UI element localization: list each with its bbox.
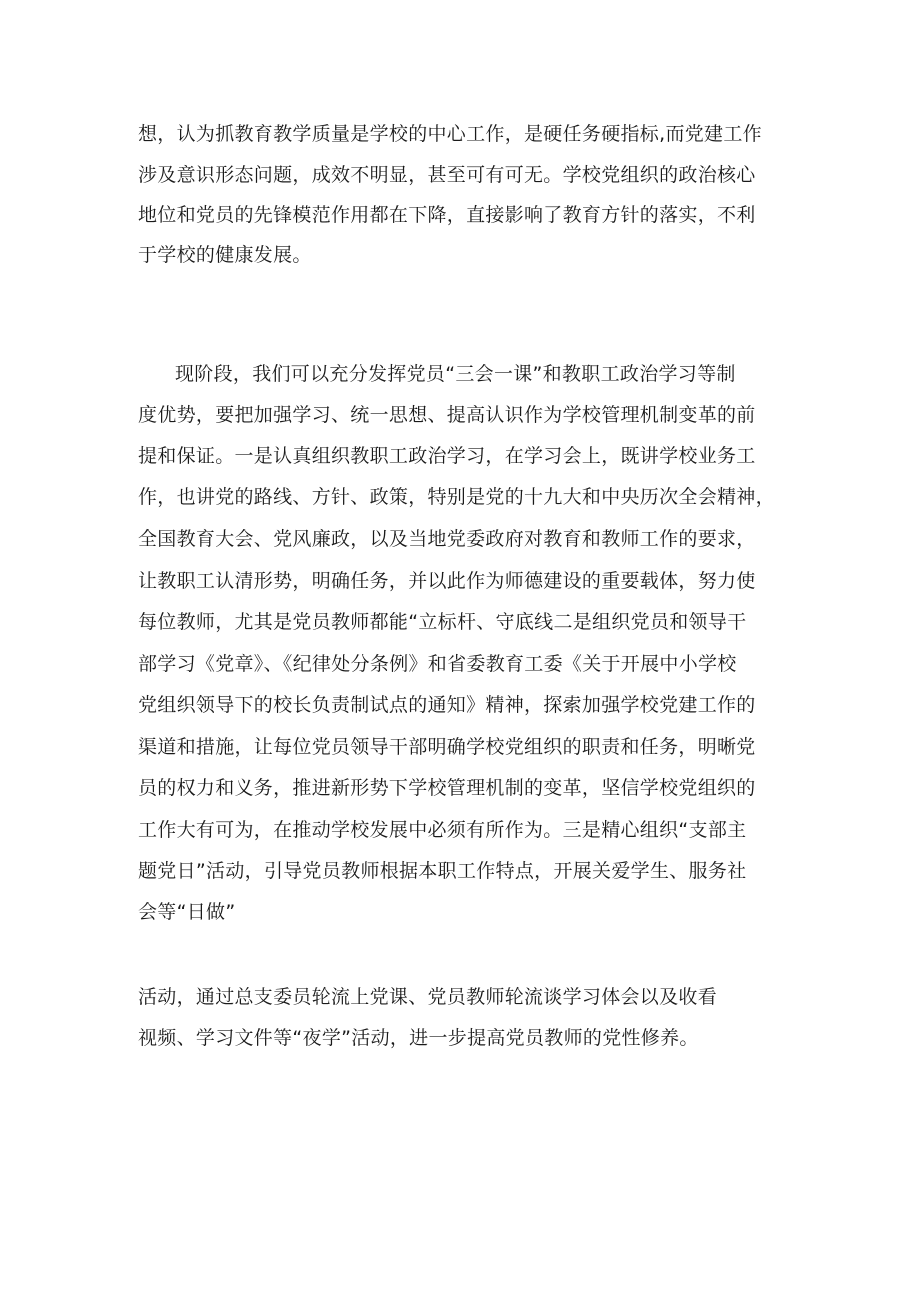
text-line: 现阶段，我们可以充分发挥党员“三会一课”和教职工政治学习等制: [175, 363, 736, 385]
text-line: 想，认为抓教育教学质量是学校的中心工作，是硬任务硬指标,而党建工作: [138, 123, 762, 145]
text-line: 每位教师，尤其是党员教师都能“立标杆、守底线二是组织党员和领导干: [138, 611, 747, 633]
text-line: 度优势，要把加强学习、统一思想、提高认识作为学校管理机制变革的前: [138, 404, 756, 426]
text-line: 题党日”活动，引导党员教师根据本职工作特点，开展关爱学生、服务社: [138, 860, 747, 882]
text-line: 员的权力和义务，推进新形势下学校管理机制的变革，坚信学校党组织的: [138, 777, 756, 799]
text-line: 于学校的健康发展。: [138, 244, 312, 266]
text-line: 视频、学习文件等“夜学”活动，进一步提高党员教师的党性修养。: [138, 1027, 699, 1049]
text-line: 工作大有可为，在推动学校发展中必须有所作为。三是精心组织“支部主: [138, 819, 747, 841]
text-line: 全国教育大会、党风廉政，以及当地党委政府对教育和教师工作的要求，: [138, 528, 756, 550]
text-line: 活动，通过总支委员轮流上党课、党员教师轮流谈学习体会以及收看: [138, 986, 718, 1008]
text-line: 提和保证。一是认真组织教职工政治学习，在学习会上，既讲学校业务工: [138, 445, 756, 467]
text-line: 部学习《党章》、《纪律处分条例》和省委教育工委《关于开展中小学校: [138, 653, 737, 675]
text-line: 涉及意识形态问题，成效不明显，甚至可有可无。学校党组织的政治核心: [138, 164, 756, 186]
text-line: 党组织领导下的校长负责制试点的通知》精神，探索加强学校党建工作的: [138, 694, 756, 716]
text-line: 渠道和措施，让每位党员领导干部明确学校党组织的职责和任务，明晰党: [138, 736, 756, 758]
text-line: 作，也讲党的路线、方针、政策，特别是党的十九大和中央历次全会精神，: [138, 486, 775, 508]
text-line: 让教职工认清形势，明确任务，并以此作为师德建设的重要载体，努力使: [138, 570, 756, 592]
text-line: 会等“日做”: [138, 901, 236, 923]
text-line: 地位和党员的先锋模范作用都在下降，直接影响了教育方针的落实，不利: [138, 204, 756, 226]
